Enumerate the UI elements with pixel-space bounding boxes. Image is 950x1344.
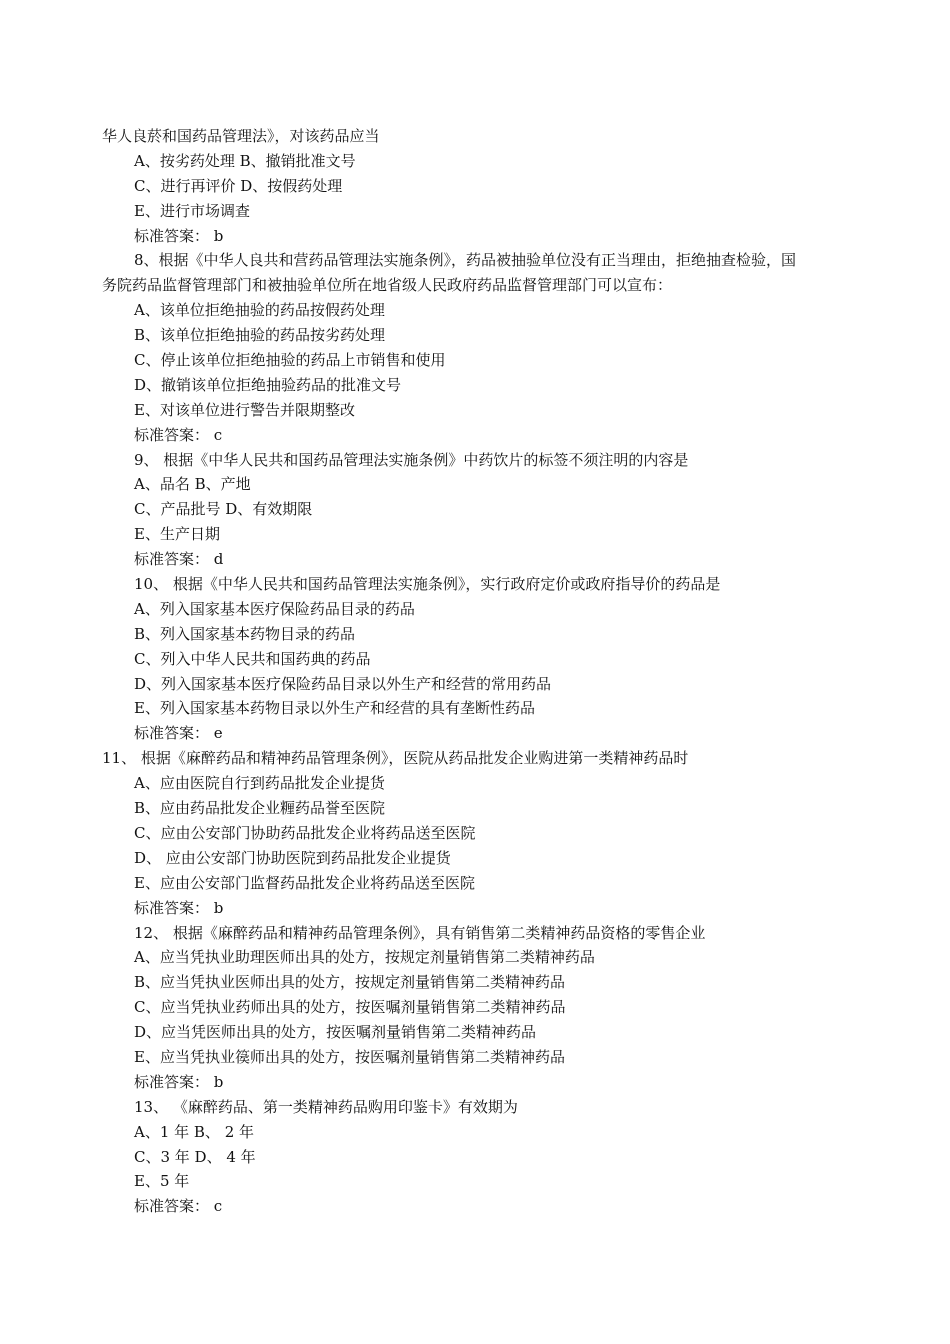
text-line: A、1 年 B、 2 年 [134,1122,255,1141]
text-line: 9、 根据《中华人民共和国药品管理法实施条例》中药饮片的标签不须注明的内容是 [134,450,689,469]
text-line: E、对该单位进行警告并限期整改 [134,400,355,419]
text-line: D、 应由公安部门协助医院到药品批发企业提货 [134,848,451,867]
text-line: 8、根据《中华人良共和营药品管理法实施条例》，药品被抽验单位没有正当理由，拒绝抽查检验，国 [134,251,797,270]
text-line: 标准答案： b [134,1072,224,1091]
text-line: 10、 根据《中华人民共和国药品管理法实施条例》，实行政府定价或政府指导价的药品是 [134,575,721,594]
text-line: C、应当凭执业药师出具的处方，按医嘱剂量销售第二类精神药品 [134,998,566,1017]
text-line: C、产品批号 D、有效期限 [134,500,313,519]
text-line: 务院药品监督管理部门和被抽验单位所在地省级人民政府药品监督管理部门可以宣布： [102,276,673,295]
text-line: A、品名 B、产地 [134,475,251,494]
text-line: C、3 年 D、 4 年 [134,1147,256,1166]
text-line: D、撤销该单位拒绝抽验药品的批准文号 [134,375,402,394]
text-line: E、生产日期 [134,525,220,544]
text-line: 标准答案： b [134,226,224,245]
text-line: 标准答案： b [134,898,224,917]
text-line: E、应由公安部门监督药品批发企业将药品送至医院 [134,873,475,892]
text-line: 13、 《麻醉药品、第一类精神药品购用印鉴卡》有效期为 [134,1097,518,1116]
text-line: A、该单位拒绝抽验的药品按假药处理 [134,301,385,320]
document-body [0,124,950,1219]
text-line: E、进行市场调查 [134,201,250,220]
text-line: A、应由医院自行到药品批发企业提货 [134,774,385,793]
text-line: D、应当凭医师出具的处方，按医嘱剂量销售第二类精神药品 [134,1023,537,1042]
text-line: E、应当凭执业篌师出具的处方，按医嘱剂量销售第二类精神药品 [134,1047,565,1066]
text-line: B、应由药品批发企业糎药品誉至医院 [134,799,386,818]
text-line: B、该单位拒绝抽验的药品按劣药处理 [134,326,386,345]
text-line: B、列入国家基本药物目录的药品 [134,624,356,643]
text-line: 华人良菸和国药品管理法》，对该药品应当 [102,127,380,145]
text-line: C、列入中华人民共和国药典的药品 [134,649,371,668]
text-line: C、进行再评价 D、按假药处理 [134,176,343,195]
text-line: B、应当凭执业医师出具的处方，按规定剂量销售第二类精神药品 [134,973,566,992]
text-line: C、应由公安部门协助药品批发企业将药品送至医院 [134,823,476,842]
text-line: C、停止该单位拒绝抽验的药品上市销售和使用 [134,351,446,370]
text-line: E、5 年 [134,1172,190,1191]
text-line: 11、 根据《麻醉药品和精神药品管理条例》，医院从药品批发企业购进第一类精神药品时 [102,749,689,768]
text-line: D、列入国家基本医疗保险药品目录以外生产和经营的常用药品 [134,674,552,693]
text-line: A、列入国家基本医疗保险药品目录的药品 [134,599,415,618]
text-line: 标准答案： c [134,1197,223,1216]
text-line: 标准答案： c [134,425,223,444]
text-line: 12、 根据《麻醉药品和精神药品管理条例》，具有销售第二类精神药品资格的零售企业 [134,923,706,942]
text-line: 标准答案： e [134,724,223,743]
text-line: A、应当凭执业助理医师出具的处方，按规定剂量销售第二类精神药品 [134,948,595,967]
text-line: E、列入国家基本药物目录以外生产和经营的具有垄断性药品 [134,699,535,718]
text-line: 标准答案： d [134,550,224,569]
text-line: A、按劣药处理 B、撤销批准文号 [134,151,356,170]
